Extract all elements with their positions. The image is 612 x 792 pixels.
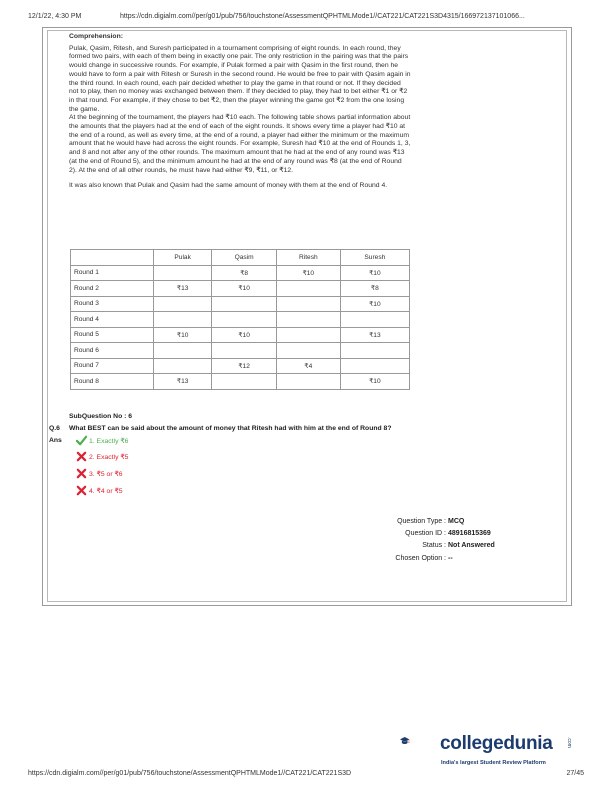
meta-status-value: Not Answered [448, 542, 495, 550]
meta-type-label: Question Type : [397, 518, 446, 525]
table-cell [276, 312, 340, 328]
subquestion-number: SubQuestion No : 6 [69, 413, 133, 420]
table-cell: Round 8 [71, 374, 154, 390]
answer-label: Ans [49, 437, 62, 444]
amounts-table [70, 249, 410, 390]
table-cell [154, 265, 212, 281]
table-cell [212, 374, 277, 390]
meta-id-value: 48916815369 [448, 530, 491, 538]
table-cell: ₹13 [154, 374, 212, 390]
comprehension-block [69, 33, 411, 191]
table-cell: ₹13 [154, 281, 212, 297]
print-datetime: 12/1/22, 4:30 PM [28, 13, 82, 20]
table-cell: Round 2 [71, 281, 154, 297]
table-cell [212, 343, 277, 359]
table-cell: ₹13 [340, 327, 409, 343]
table-cell [212, 312, 277, 328]
option-label: 4. ₹4 or ₹5 [89, 487, 123, 495]
comprehension-title: Comprehension: [69, 33, 124, 40]
table-header-cell: Ritesh [276, 250, 340, 266]
table-cell: ₹8 [212, 265, 277, 281]
meta-id-label: Question ID : [405, 530, 446, 538]
table-header-row [71, 250, 410, 266]
table-cell: Round 5 [71, 327, 154, 343]
table-row [71, 296, 410, 312]
table-header-cell: Pulak [154, 250, 212, 266]
table-row [71, 327, 410, 343]
table-cell [154, 358, 212, 374]
table-cell [340, 312, 409, 328]
table-cell: ₹4 [276, 358, 340, 374]
table-cell [276, 327, 340, 343]
table-cell [276, 374, 340, 390]
table-cell [276, 343, 340, 359]
table-cell: Round 7 [71, 358, 154, 374]
table-cell: ₹12 [212, 358, 277, 374]
page-number: 27/45 [566, 770, 584, 777]
cross-icon [76, 485, 87, 496]
table-cell [154, 343, 212, 359]
meta-chosen-value: -- [448, 554, 453, 562]
brand-tagline: India's largest Student Review Platform [441, 760, 546, 766]
cross-icon [76, 451, 87, 462]
brand-name: collegedunia [440, 733, 553, 754]
table-cell [276, 296, 340, 312]
table-cell [154, 296, 212, 312]
table-row [71, 358, 410, 374]
question-meta [380, 516, 495, 565]
option-1[interactable] [76, 435, 128, 446]
graduation-cap-icon [400, 722, 440, 764]
table-row [71, 374, 410, 390]
cross-icon [76, 468, 87, 479]
table-row [71, 281, 410, 297]
table-cell: ₹10 [340, 265, 409, 281]
table-cell [340, 343, 409, 359]
option-label: 3. ₹5 or ₹6 [89, 470, 123, 478]
table-header-cell: Suresh [340, 250, 409, 266]
table-cell [340, 358, 409, 374]
table-cell [212, 296, 277, 312]
table-cell: ₹8 [340, 281, 409, 297]
option-4[interactable] [76, 485, 123, 496]
table-cell [276, 281, 340, 297]
table-cell: ₹10 [340, 374, 409, 390]
table-cell: ₹10 [212, 327, 277, 343]
table-header-cell [71, 250, 154, 266]
option-2[interactable] [76, 451, 128, 462]
option-label: 2. Exactly ₹5 [89, 453, 129, 461]
meta-status-label: Status : [422, 542, 446, 550]
comprehension-paragraph-2: At the beginning of the tournament, the players had ₹10 each. The following table shows partial information about the amounts that the players had at the end of each of the eight rounds. It shows every time a player had ₹10 at the end of a round, as well as every time, at the end of a round, a player had either the minimum or the maximum amount that he would have had across the eight rounds. For example, Suresh had ₹10 at the end of Rounds 1, 3, and 8 and not after any of the other rounds. The maximum amount that he had at the end of any round was ₹13 (at the end of Round 5), and the minimum amount he had at the end of any round was ₹8 (at the end of Round 2). At the end of all other rounds, he must have had either ₹9, ₹11, or ₹12. [69, 114, 411, 174]
table-cell [154, 312, 212, 328]
table-row [71, 265, 410, 281]
table-cell: Round 4 [71, 312, 154, 328]
checkmark-icon [76, 435, 87, 446]
table-cell: ₹10 [212, 281, 277, 297]
table-cell: Round 6 [71, 343, 154, 359]
table-row [71, 343, 410, 359]
table-cell: ₹10 [154, 327, 212, 343]
table-header-cell: Qasim [212, 250, 277, 266]
table-cell: Round 3 [71, 296, 154, 312]
brand-suffix: .com [566, 737, 572, 748]
comprehension-paragraph-1: Pulak, Qasim, Ritesh, and Suresh participated in a tournament comprising of eight rounds. In each round, they formed two pairs, with each of them being in exactly one pair. The only restriction in the pairing was that the pairs would change in successive rounds. For example, if Pulak formed a pair with Qasim in the first round, then he would have to form a pair with Ritesh or Suresh in the second round. He would be free to pair with Qasim again in the third round. In each round, each pair decided whether to play the game in that round or not. If they decided not to play, then no money was exchanged between them. If they decided to play, they had to bet either ₹1 or ₹2 in that round. For example, if they chose to bet ₹2, then the player winning the game got ₹2 from the one losing the game. [69, 44, 411, 113]
print-url[interactable]: https://cdn.digialm.com//per/g01/pub/756/touchstone/AssessmentQPHTMLMode1//CAT221/CAT221S3D4315/166972137101066... [120, 13, 525, 20]
question-number: Q.6 [49, 425, 60, 432]
table-row [71, 312, 410, 328]
option-label: 1. Exactly ₹6 [89, 437, 129, 445]
table-cell: Round 1 [71, 265, 154, 281]
question-text: What BEST can be said about the amount of money that Ritesh had with him at the end of Round 8? [69, 425, 392, 432]
comprehension-paragraph-3: It was also known that Pulak and Qasim had the same amount of money with them at the end of Round 4. [69, 182, 388, 190]
footer-url[interactable]: https://cdn.digialm.com//per/g01/pub/756/touchstone/AssessmentQPHTMLMode1//CAT221/CAT221S3D [28, 770, 352, 777]
meta-chosen-label: Chosen Option : [395, 554, 446, 562]
table-cell: ₹10 [340, 296, 409, 312]
option-3[interactable] [76, 468, 123, 479]
table-cell: ₹10 [276, 265, 340, 281]
meta-type-value: MCQ [448, 518, 465, 525]
